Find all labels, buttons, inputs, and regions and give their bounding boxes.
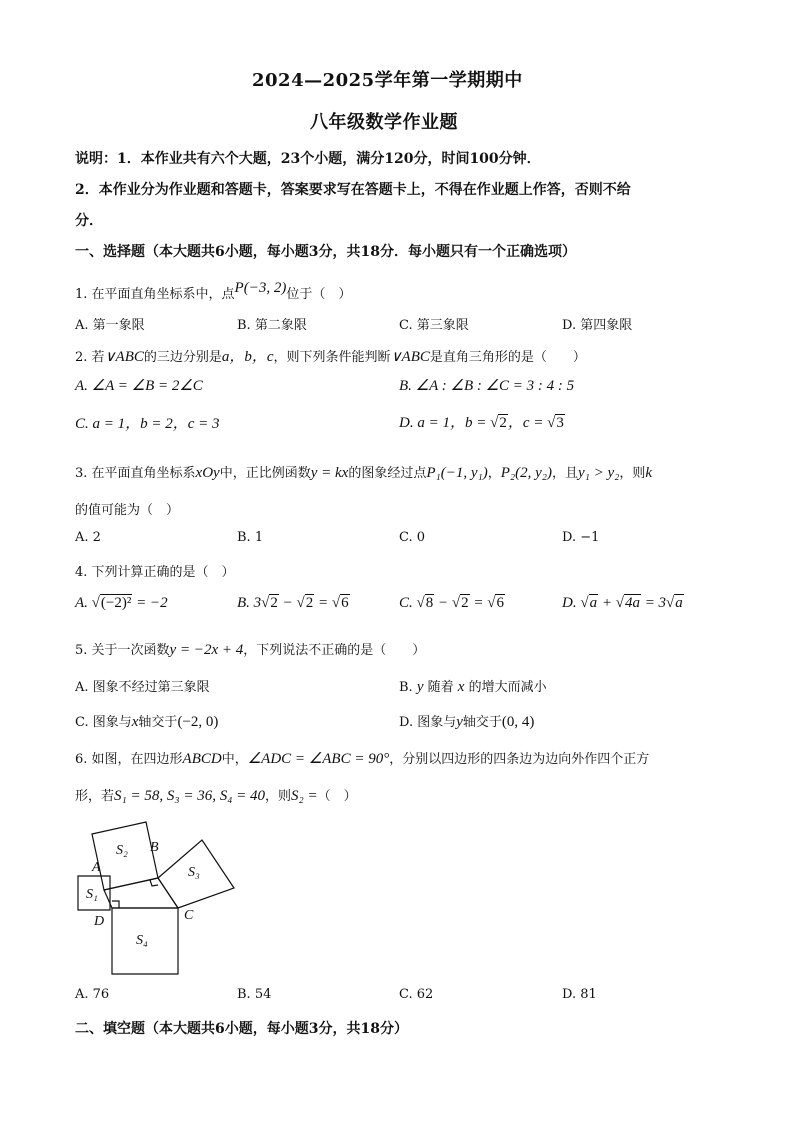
q4-b-mid: − √ [278, 595, 305, 611]
q3-p4: ，且 [551, 466, 578, 481]
q1-prefix: 1. 在平面直角坐标系中，点 [75, 287, 235, 302]
q4-option-b [237, 595, 350, 612]
q2-option-d-pre: D. a = 1，b = √ [399, 415, 499, 431]
label-s1: S₁ [86, 887, 98, 902]
q4-b-mid2: = √ [314, 595, 341, 611]
q6-l2b: ，则 [265, 789, 292, 804]
label-a: A [92, 860, 101, 875]
q3-comma: ， [487, 466, 501, 481]
q6-l2c: （ ） [317, 789, 357, 804]
q3-func: y = kx [310, 465, 349, 481]
q2-triangle-1: ∨ABC [104, 349, 144, 365]
q5-b-pre: B. [399, 680, 413, 695]
question-6-stem [75, 748, 649, 768]
q2-option-d [399, 411, 565, 432]
note-line-2: 2．本作业分为作业题和答题卡，答案要求写在答题卡上，不得在作业题上作答，否则不给 [75, 182, 631, 198]
label-b: B [150, 840, 159, 855]
side-bc [158, 878, 178, 908]
q4-option-c [399, 595, 505, 612]
q4-b-r3: 6 [341, 595, 349, 611]
q4-d-r1: a [589, 595, 598, 611]
q5-b-post: 的增大而减小 [468, 680, 547, 695]
note-line-3: 分． [75, 213, 103, 229]
q1-option-a: A. 第一象限 [75, 318, 145, 333]
q3-inequality: y₁ > y₂ [578, 465, 620, 481]
q2-p3: ，则下列条件能判断 [273, 350, 391, 365]
q5-option-d [399, 711, 534, 731]
q6-s2: S₂ = [291, 788, 318, 804]
q5-p1: 5. 关于一次函数 [75, 643, 170, 658]
q6-angles: ∠ADC = ∠ABC = 90° [247, 751, 390, 767]
q1-point: P(−3, 2) [234, 280, 287, 296]
q6-option-b: B. 54 [237, 987, 272, 1002]
question-3-stem [75, 462, 652, 482]
q5-d-y: y [456, 714, 463, 730]
q6-l2a: 形，若 [75, 789, 115, 804]
q4-d-pre: D. √ [562, 595, 589, 611]
label-c: C [184, 908, 194, 923]
question-5-stem [75, 639, 425, 659]
q4-c-mid: − √ [434, 595, 461, 611]
q2-option-c [75, 412, 220, 433]
q4-c-r2: 2 [461, 595, 469, 611]
q3-p5: ，则 [619, 466, 646, 481]
q4-option-a [75, 595, 168, 612]
q2-option-d-mid: ，c = √ [507, 415, 556, 431]
q2-option-b [399, 376, 574, 395]
q5-c-point: (−2, 0) [177, 714, 219, 730]
label-s4: S₄ [136, 933, 148, 948]
q5-option-a: A. 图象不经过第三象限 [75, 680, 210, 695]
q5-c-mid: 轴交于 [138, 715, 178, 730]
q3-option-a: A. 2 [75, 530, 101, 545]
q4-d-r2: 4a [624, 595, 640, 611]
q5-d-mid: 轴交于 [462, 715, 502, 730]
q3-p1: 3. 在平面直角坐标系 [75, 466, 196, 481]
q2-p4: 是直角三角形的是（ ） [429, 350, 586, 365]
question-6-stem-line-2 [75, 785, 357, 805]
q6-figure [70, 818, 250, 980]
q3-k: k [645, 465, 653, 481]
q4-a-pre: A. √ [75, 595, 100, 611]
q5-d-pre: D. 图象与 [399, 715, 457, 730]
q1-option-b: B. 第二象限 [237, 318, 307, 333]
q5-p2: ，下列说法不正确的是（ ） [243, 643, 426, 658]
note-line-1: 说明：1．本作业共有六个大题，23个小题，满分120分，时间100分钟． [75, 151, 541, 167]
q3-p2: 中，正比例函数 [219, 466, 311, 481]
q5-b-y: y [416, 679, 424, 695]
q4-c-r1: 8 [425, 595, 434, 611]
q5-c-x: x [131, 714, 139, 730]
q2-option-b-text: B. ∠A : ∠B : ∠C = 3 : 4 : 5 [399, 378, 575, 394]
label-s3: S₃ [188, 865, 200, 880]
q1-option-d: D. 第四象限 [562, 318, 633, 333]
q4-b-pre: B. 3√ [237, 595, 270, 611]
question-2-stem [75, 345, 586, 366]
right-angle-d [112, 901, 119, 908]
q4-option-d [562, 595, 684, 612]
label-d: D [94, 914, 105, 929]
q2-p1: 2. 若 [75, 350, 105, 365]
question-3-stem-line-2: 的值可能为（ ） [75, 503, 180, 518]
q5-c-pre: C. 图象与 [75, 715, 132, 730]
q2-option-a [75, 376, 203, 395]
q3-p3: 的图象经过点 [348, 466, 427, 481]
q6-option-c: C. 62 [399, 987, 434, 1002]
q5-option-c [75, 711, 218, 731]
q4-c-mid2: = √ [469, 595, 496, 611]
q3-option-b: B. 1 [237, 530, 264, 545]
q2-option-d-rad1: 2 [499, 415, 507, 431]
q2-option-d-rad2: 3 [556, 415, 564, 431]
q4-a-rad: (−2)² [100, 595, 132, 611]
q5-b-x: x [457, 679, 465, 695]
exam-subtitle: 八年级数学作业题 [310, 112, 458, 133]
question-1-stem [75, 280, 352, 303]
q3-point-2: P₂(2, y₂) [500, 465, 552, 481]
q4-a-post: = −2 [132, 595, 168, 611]
q6-p3: ，分别以四边形的四条边为边向外作四个正方 [389, 752, 650, 767]
question-4-stem: 4. 下列计算正确的是（ ） [75, 565, 235, 580]
q5-b-mid: 随着 [427, 680, 454, 695]
q4-d-mid: + √ [598, 595, 624, 611]
q6-p2: 中， [221, 752, 248, 767]
q4-c-r3: 6 [496, 595, 504, 611]
label-s2: S₂ [116, 843, 128, 858]
q4-c-pre: C. √ [399, 595, 425, 611]
q3-option-c: C. 0 [399, 530, 426, 545]
q2-triangle-2: ∨ABC [390, 349, 430, 365]
q3-point-1: P₁(−1, y₁) [426, 465, 488, 481]
q5-func: y = −2x + 4 [169, 642, 244, 658]
q3-system: xOy [195, 465, 220, 481]
q3-option-d: D. −1 [562, 530, 600, 545]
q2-option-a-text: A. ∠A = ∠B = 2∠C [75, 378, 203, 394]
q6-option-d: D. 81 [562, 987, 597, 1002]
q6-quad: ABCD [182, 751, 222, 767]
section-1-heading: 一、选择题（本大题共6小题，每小题3分，共18分．每小题只有一个正确选项） [75, 244, 576, 260]
q4-d-mid2: = 3√ [640, 595, 675, 611]
q1-option-c: C. 第三象限 [399, 318, 469, 333]
q2-p2: 的三边分别是 [143, 350, 222, 365]
q4-b-r2: 2 [305, 595, 314, 611]
right-angle-b [150, 880, 158, 886]
q5-d-point: (0, 4) [501, 714, 535, 730]
exam-title: 2024—2025学年第一学期期中 [252, 70, 523, 91]
q2-vars: a，b，c [221, 349, 274, 365]
q5-option-b [399, 676, 547, 696]
q4-d-r3: a [675, 595, 683, 611]
q4-b-r1: 2 [270, 595, 278, 611]
section-2-heading: 二、填空题（本大题共6小题，每小题3分，共18分） [75, 1021, 408, 1037]
q6-p1: 6. 如图，在四边形 [75, 752, 183, 767]
q2-option-c-text: C. a = 1，b = 2，c = 3 [75, 416, 220, 432]
side-da [104, 890, 112, 908]
q1-suffix: 位于（ ） [286, 287, 352, 302]
side-ab [104, 878, 158, 890]
q6-given: S₁ = 58, S₃ = 36, S₄ = 40 [114, 788, 266, 804]
q6-option-a: A. 76 [75, 987, 110, 1002]
